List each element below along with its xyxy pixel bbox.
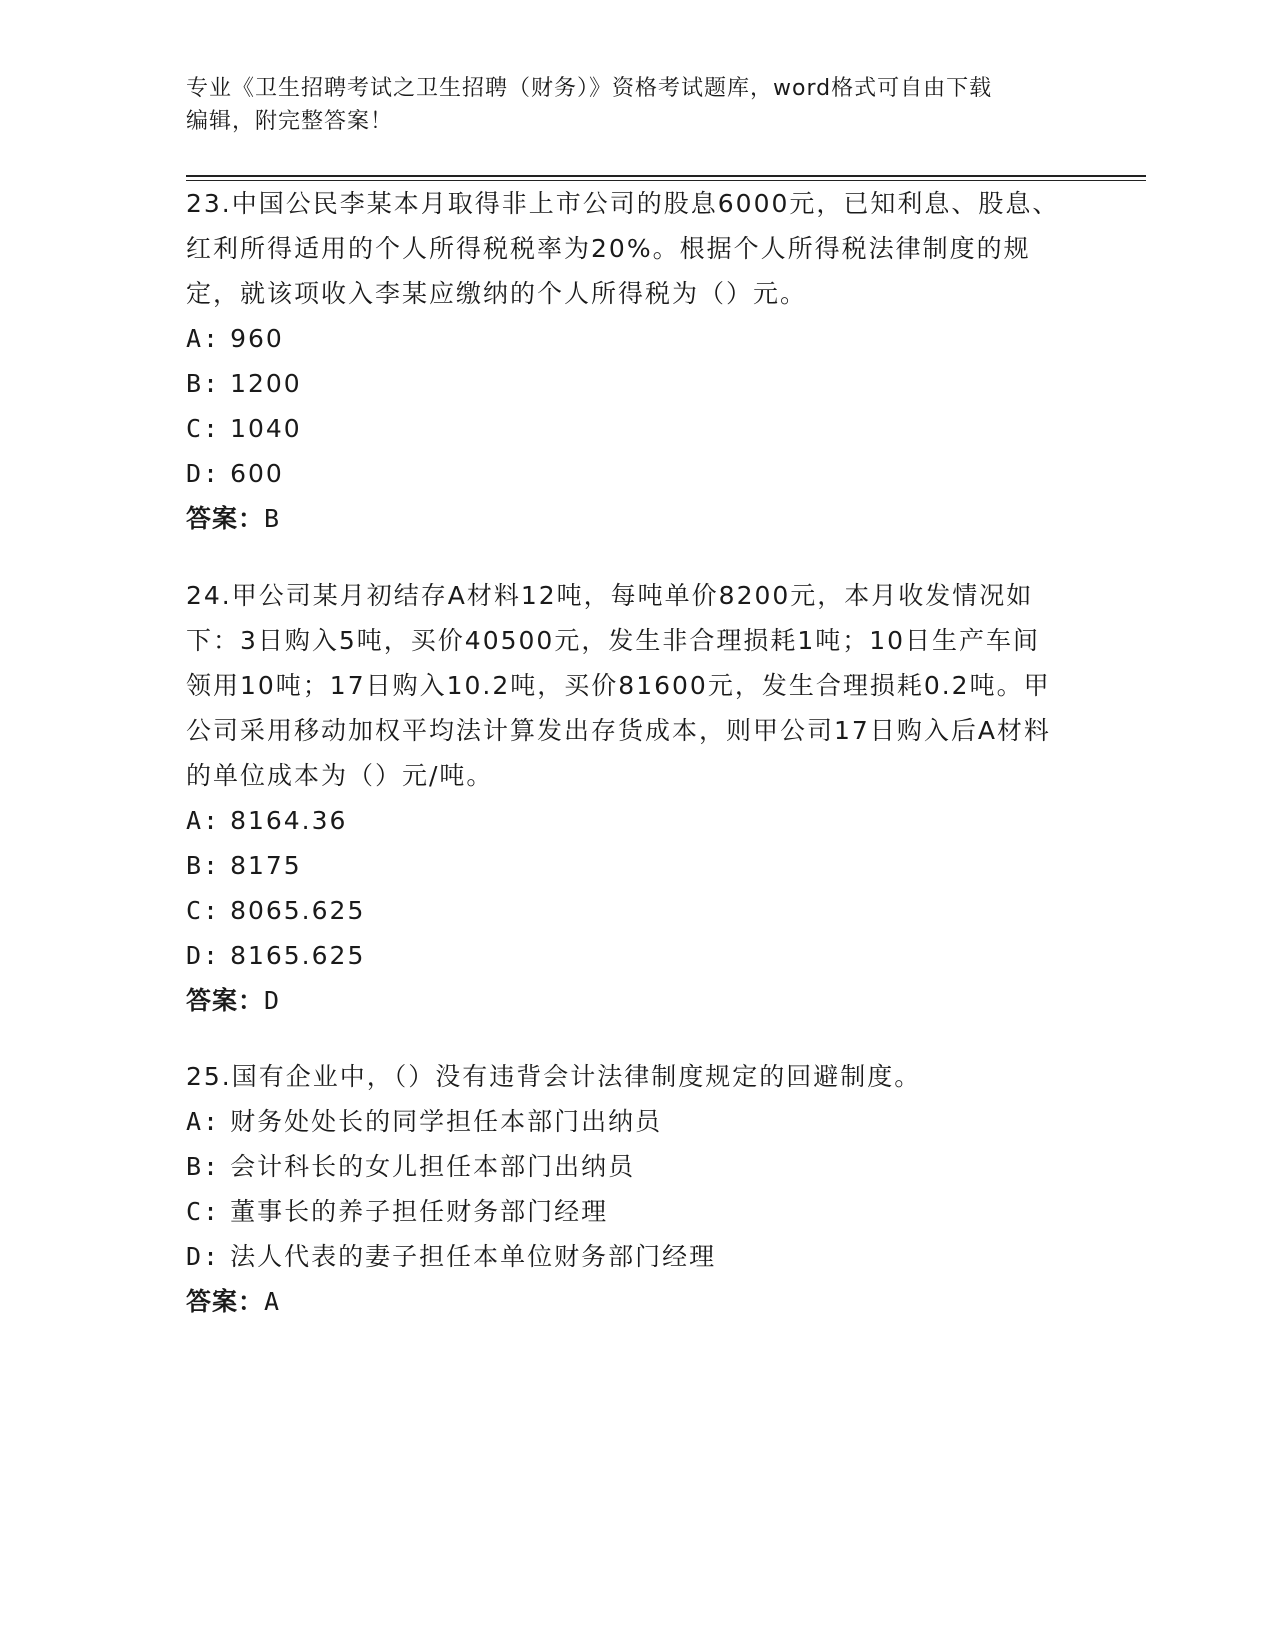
option-key: D: [186, 1242, 221, 1271]
answer-value: A [264, 1287, 281, 1316]
option-c [186, 1189, 1066, 1234]
question-block-25 [186, 1054, 1066, 1324]
answer-label: 答案： [186, 986, 265, 1015]
answer-line [186, 1279, 1066, 1324]
option-b [186, 361, 1066, 406]
option-text: 960 [230, 324, 284, 353]
answer-label: 答案： [186, 1287, 265, 1316]
option-b [186, 1144, 1066, 1189]
option-text: 1040 [230, 414, 302, 443]
option-key: D: [186, 941, 221, 970]
option-key: B: [186, 369, 221, 398]
option-text: 8175 [230, 851, 302, 880]
header-line-1: 专业《卫生招聘考试之卫生招聘（财务）》资格考试题库，word格式可自由下载 [186, 76, 993, 101]
option-d [186, 1234, 1066, 1279]
option-c [186, 888, 1066, 933]
option-text: 8165.625 [230, 941, 366, 970]
option-a [186, 1099, 1066, 1144]
answer-value: D [264, 986, 281, 1015]
option-a [186, 316, 1066, 361]
option-c [186, 406, 1066, 451]
option-key: A: [186, 1107, 221, 1136]
question-block-23 [186, 181, 1066, 541]
option-a [186, 798, 1066, 843]
question-stem: 24.甲公司某月初结存A材料12吨，每吨单价8200元，本月收发情况如下：3日购入5吨，买价40500元，发生非合理损耗1吨；10日生产车间领用10吨；17日购入10.2吨，买价81600元，发生合理损耗0.2吨。甲公司采用移动加权平均法计算发出存货成本，则甲公司17日购入后A材料的单位成本为（）元/吨。 [186, 581, 1051, 790]
option-key: C: [186, 1197, 221, 1226]
option-text: 8164.36 [230, 806, 348, 835]
option-text: 8065.625 [230, 896, 366, 925]
question-block-24 [186, 573, 1066, 1023]
question-stem: 23.中国公民李某本月取得非上市公司的股息6000元，已知利息、股息、红利所得适用的个人所得税税率为20%。根据个人所得税法律制度的规定，就该项收入李某应缴纳的个人所得税为（）元。 [186, 189, 1060, 308]
option-text: 财务处处长的同学担任本部门出纳员 [230, 1107, 663, 1136]
document-header [186, 72, 1066, 138]
option-text: 600 [230, 459, 284, 488]
option-key: D: [186, 459, 221, 488]
option-key: B: [186, 851, 221, 880]
option-key: B: [186, 1152, 221, 1181]
option-text: 法人代表的妻子担任本单位财务部门经理 [230, 1242, 717, 1271]
answer-line [186, 978, 1066, 1023]
question-stem: 25.国有企业中，（）没有违背会计法律制度规定的回避制度。 [186, 1062, 922, 1091]
option-d [186, 451, 1066, 496]
option-text: 1200 [230, 369, 302, 398]
answer-value: B [264, 504, 281, 533]
option-key: A: [186, 324, 221, 353]
header-divider-thick [186, 175, 1146, 177]
option-b [186, 843, 1066, 888]
header-line-2: 编辑，附完整答案！ [186, 109, 394, 134]
option-key: C: [186, 414, 221, 443]
option-key: C: [186, 896, 221, 925]
option-text: 董事长的养子担任财务部门经理 [230, 1197, 609, 1226]
answer-label: 答案： [186, 504, 265, 533]
answer-line [186, 496, 1066, 541]
option-d [186, 933, 1066, 978]
option-text: 会计科长的女儿担任本部门出纳员 [230, 1152, 636, 1181]
option-key: A: [186, 806, 221, 835]
